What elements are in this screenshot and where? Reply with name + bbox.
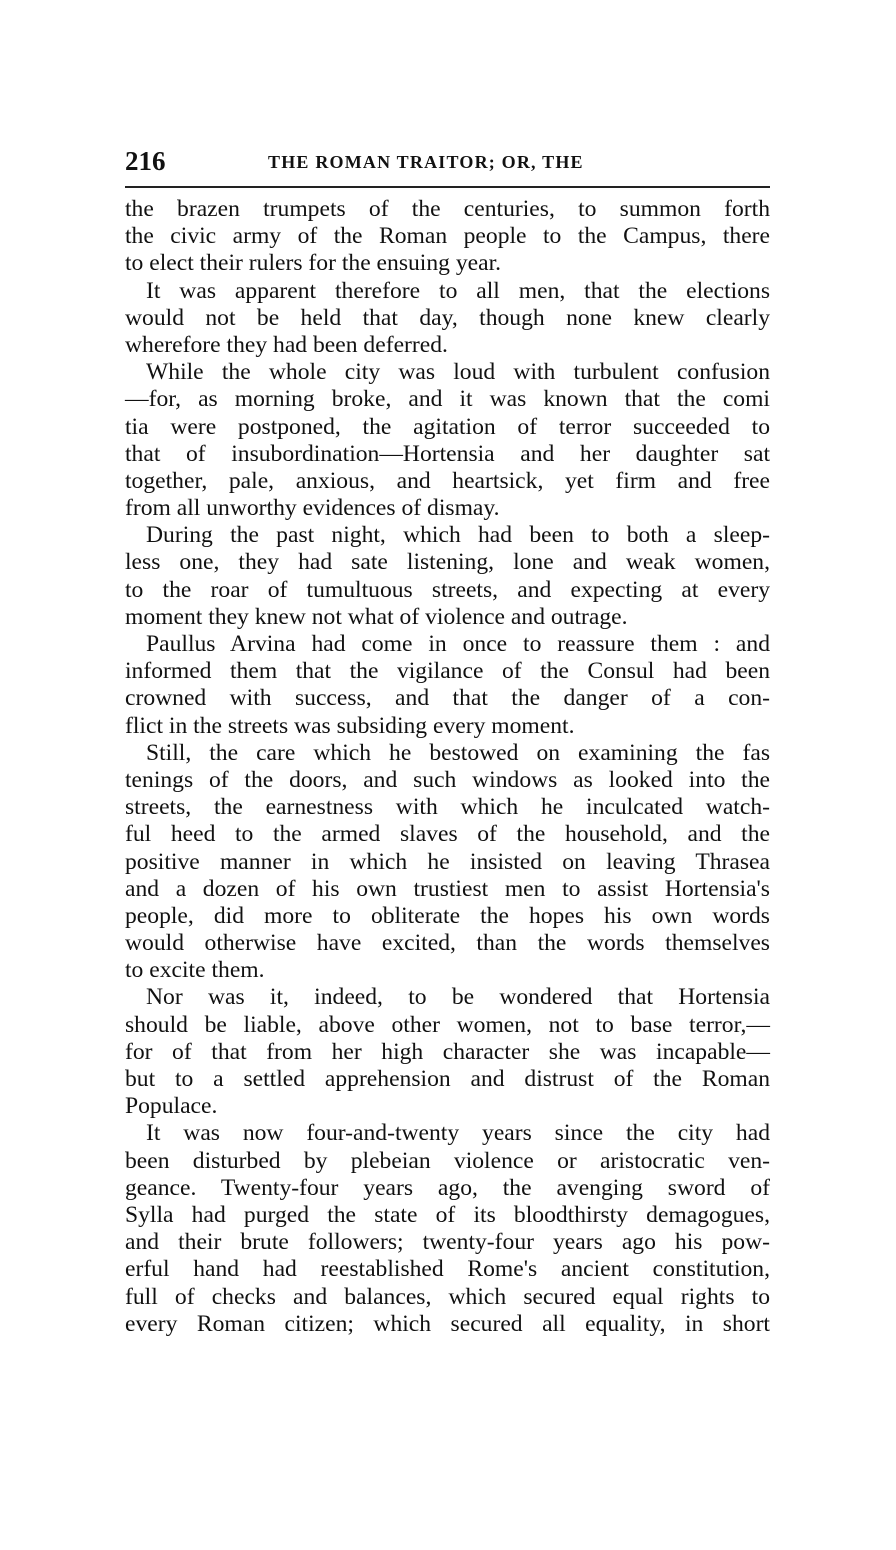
text-line: but to a settled apprehension and distrust of the Roman (125, 1066, 770, 1092)
text-line: and their brute followers; twenty-four years ago his pow- (125, 1229, 770, 1256)
text-line: geance. Twenty-four years ago, the avenging sword of (125, 1174, 770, 1201)
text-line: to the roar of tumultuous streets, and expecting at every (125, 576, 770, 603)
text-line: flict in the streets was subsiding every moment. (125, 712, 575, 739)
text-line: for of that from her high character she was incapable— (125, 1038, 770, 1065)
text-line: less one, they had sate listening, lone and weak women, (125, 549, 770, 576)
text-line: erful hand had reestablished Rome's ancient constitution, (125, 1256, 770, 1283)
text-line: Sylla had purged the state of its bloodthirsty demagogues, (125, 1201, 770, 1228)
text-line: Still, the care which he bestowed on examining the fas (146, 739, 770, 766)
text-line: to elect their rulers for the ensuing year. (125, 250, 502, 277)
text-line: from all unworthy evidences of dismay. (125, 495, 500, 522)
text-line: ful heed to the armed slaves of the household, and the (125, 821, 770, 848)
header-rule (125, 186, 770, 188)
text-line: people, did more to obliterate the hopes his own words (125, 902, 770, 929)
text-line: the civic army of the Roman people to the Campus, there (125, 223, 770, 250)
text-line: positive manner in which he insisted on leaving Thrasea (125, 848, 770, 875)
text-line: It was apparent therefore to all men, that the elections (146, 277, 770, 304)
text-line: and a dozen of his own trustiest men to assist Hortensia's (125, 875, 770, 902)
text-line: crowned with success, and that the danger of a con- (125, 685, 770, 712)
text-line: While the whole city was loud with turbulent confusion (146, 359, 770, 386)
text-line: It was now four-and-twenty years since the city had (146, 1120, 770, 1147)
text-line: wherefore they had been deferred. (125, 331, 448, 358)
body-text (125, 196, 770, 1338)
text-line: every Roman citizen; which secured all equality, in short (125, 1310, 770, 1337)
text-line: Nor was it, indeed, to be wondered that Hortensia (146, 984, 770, 1011)
text-line: the brazen trumpets of the centuries, to summon forth (125, 196, 770, 222)
text-line: Populace. (125, 1093, 218, 1120)
text-line: streets, the earnestness with which he inculcated watch- (125, 794, 770, 821)
text-line: tia were postponed, the agitation of terror succeeded to (125, 413, 770, 440)
page-header (125, 146, 770, 186)
text-line: together, pale, anxious, and heartsick, yet firm and free (125, 467, 770, 494)
text-line: would otherwise have excited, than the words themselves (125, 930, 770, 957)
text-line: Paullus Arvina had come in once to reassure them : and (146, 631, 770, 657)
text-line: been disturbed by plebeian violence or aristocratic ven- (125, 1147, 770, 1174)
text-line: During the past night, which had been to both a sleep- (146, 522, 770, 549)
text-line: that of insubordination—Hortensia and her daughter sat (125, 440, 770, 467)
text-line: tenings of the doors, and such windows as looked into the (125, 766, 770, 793)
text-line: moment they knew not what of violence and outrage. (125, 603, 628, 630)
text-line: should be liable, above other women, not to base terror,— (125, 1011, 770, 1038)
running-title: THE ROMAN TRAITOR; OR, THE (268, 152, 584, 172)
page-number: 216 (125, 146, 166, 176)
text-line: informed them that the vigilance of the Consul had been (125, 658, 770, 685)
text-line: —for, as morning broke, and it was known that the comi (125, 386, 770, 413)
text-line: would not be held that day, though none knew clearly (125, 304, 770, 331)
text-line: full of checks and balances, which secured equal rights to (125, 1283, 770, 1310)
text-line: to excite them. (125, 957, 265, 984)
